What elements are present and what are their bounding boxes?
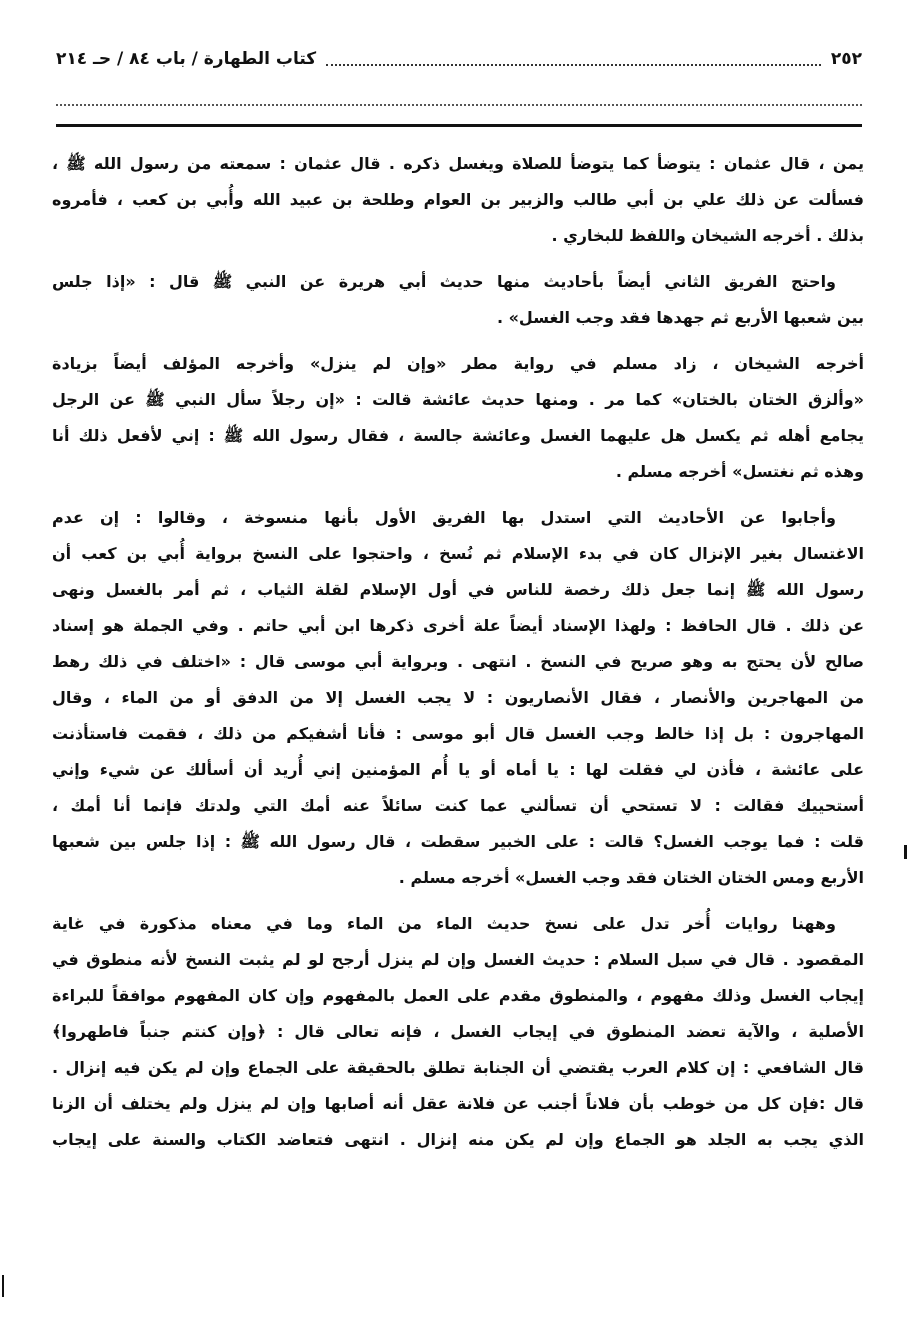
text-line: فسألت عن ذلك علي بن أبي طالب والزبير بن العوام وطلحة بن عبيد الله وأُبي بن كعب ، فأمروه bbox=[52, 190, 864, 209]
text-line: بين شعبها الأربع ثم جهدها فقد وجب الغسل» . bbox=[496, 308, 864, 327]
scan-mark bbox=[2, 1275, 4, 1297]
text-line: المهاجرون : بل إذا خالط وجب الغسل قال أبو موسى : فأنا أشفيكم من ذلك ، فقمت فاستأذنت bbox=[52, 724, 864, 743]
running-header bbox=[56, 44, 862, 74]
text-line: يجامع أهله ثم يكسل هل عليهما الغسل وعائشة جالسة ، فقال رسول الله ﷺ : إني لأفعل ذلك أنا bbox=[52, 426, 864, 445]
text-line: الأصلية ، والآية تعضد المنطوق في إيجاب الغسل ، فإنه تعالى قال : ﴿وإن كنتم جنباً فاطهروا﴾ bbox=[52, 1022, 864, 1041]
text-line: قلت : فما يوجب الغسل؟ قالت : على الخبير سقطت ، قال رسول الله ﷺ : إذا جلس بين شعبها bbox=[52, 832, 864, 851]
text-line: المقصود . قال في سبل السلام : حديث الغسل وإن لم ينزل أرجح لو لم يثبت النسخ لأنه منطوق في bbox=[52, 950, 864, 969]
text-line: الذي يجب به الجلد هو الجماع وإن لم يكن منه إنزال . انتهى فتعاضد الكتاب والسنة على إيجاب bbox=[52, 1130, 864, 1149]
text-line: يمن ، قال عثمان : يتوضأ كما يتوضأ للصلاة ويغسل ذكره . قال عثمان : سمعته من رسول الله ﷺ ، bbox=[52, 154, 864, 173]
text-line: إيجاب الغسل وذلك مفهوم ، والمنطوق مقدم على العمل بالمفهوم وإن كان المفهوم موافقاً للبراءة bbox=[52, 986, 864, 1005]
scan-mark bbox=[904, 845, 907, 859]
text-line: بذلك . أخرجه الشيخان واللفظ للبخاري . bbox=[551, 226, 864, 245]
running-title: كتاب الطهارة / باب ٨٤ / حـ ٢١٤ bbox=[56, 49, 317, 69]
text-line: أستحييك فقالت : لا تستحي أن تسألني عما كنت سائلاً عنه أمك التي ولدتك فإنما أنا أمك ، bbox=[52, 796, 864, 815]
text-line: وأجابوا عن الأحاديث التي استدل بها الفريق الأول بأنها منسوخة ، وقالوا : إن عدم bbox=[52, 508, 836, 527]
text-line: وههنا روايات أُخر تدل على نسخ حديث الماء من الماء وما في معناه مذكورة في غاية bbox=[52, 914, 836, 933]
dotted-divider bbox=[56, 104, 862, 106]
text-line: من المهاجرين والأنصار ، فقال الأنصاريون : لا يجب الغسل إلا من الدفق أو من الماء ، وقال bbox=[52, 688, 864, 707]
header-leader-dots bbox=[326, 52, 821, 66]
text-line: الاغتسال بغير الإنزال كان في بدء الإسلام ثم نُسخ ، واحتجوا على النسخ برواية أُبي بن كعب أن bbox=[52, 544, 864, 563]
text-line: على عائشة ، فأذن لي فقلت لها : يا أماه أو يا أُم المؤمنين إني أُريد أن أسألك عن شيء وإني bbox=[52, 760, 864, 779]
text-line: واحتج الفريق الثاني أيضاً بأحاديث منها حديث أبي هريرة عن النبي ﷺ قال : «إذا جلس bbox=[52, 272, 836, 291]
text-line: قال الشافعي : إن كلام العرب يقتضي أن الجنابة تطلق بالحقيقة على الجماع وإن لم يكن فيه إنزال . bbox=[52, 1058, 864, 1077]
text-line: «وألزق الختان بالختان» كما مر . ومنها حديث عائشة قالت : «إن رجلاً سأل النبي ﷺ عن الرجل bbox=[52, 390, 864, 409]
text-line: قال :فإن كل من خوطب بأن فلاناً أجنب عن فلانة عقل أنه أصابها وإن لم ينزل ولم يختلف أن الزنا bbox=[52, 1094, 864, 1113]
text-line: رسول الله ﷺ إنما جعل ذلك رخصة للناس في أول الإسلام لقلة الثياب ، ثم أمر بالغسل ونهى bbox=[52, 580, 864, 599]
page-number: ٢٥٢ bbox=[830, 49, 862, 69]
text-line: وهذه ثم نغتسل» أخرجه مسلم . bbox=[615, 462, 864, 481]
text-line: صالح لأن يحتج به وهو صريح في النسخ . انتهى . وبرواية أبي موسى قال : «اختلف في ذلك رهط bbox=[52, 652, 864, 671]
text-line: الأربع ومس الختان الختان فقد وجب الغسل» أخرجه مسلم . bbox=[398, 868, 864, 887]
text-line: أخرجه الشيخان ، زاد مسلم في رواية مطر «وإن لم ينزل» وأخرجه المؤلف أيضاً بزيادة bbox=[52, 354, 864, 373]
text-line: عن ذلك . قال الحافظ : ولهذا الإسناد أيضاً علة أخرى ذكرها ابن أبي حاتم . وفي الجملة هو إسناد bbox=[52, 616, 864, 635]
page-body bbox=[52, 146, 864, 1158]
header-rule bbox=[56, 124, 862, 127]
